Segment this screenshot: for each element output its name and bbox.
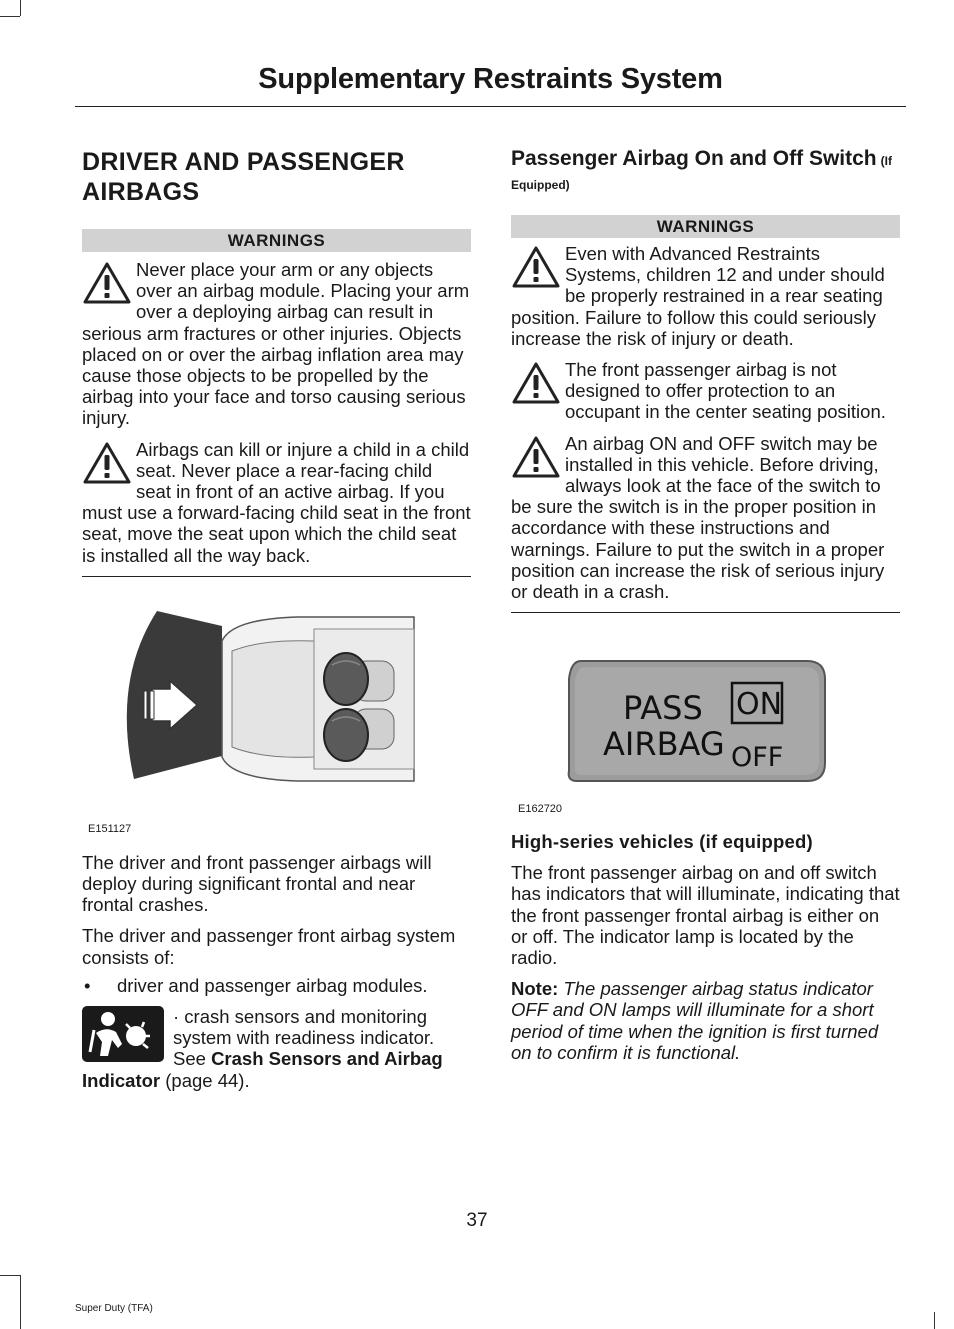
crop-mark — [0, 16, 20, 17]
warning-text: Even with Advanced Restraints Systems, children 12 and under should be properly restrained in a rear seating position. Failure to follow this could seriously increase the risk of injury or death. — [511, 243, 885, 349]
crop-mark — [934, 1312, 935, 1329]
note — [511, 978, 900, 1063]
page-header — [75, 58, 906, 107]
warning-text: An airbag ON and OFF switch may be installed in this vehicle. Before driving, always look at the face of the switch to be sure the switch is in the proper position in accordance with these instructions and warnings. Failure to put the switch in a proper position can increase the risk of serious injury or death in a crash. — [511, 432, 885, 603]
warnings-header: WARNINGS — [511, 215, 900, 238]
page-title: Supplementary Restraints System — [258, 63, 723, 95]
warning-children-restraint — [511, 243, 900, 349]
bullet-mark: • — [84, 974, 91, 996]
airbag-indicator-item — [82, 1006, 471, 1091]
paragraph: The driver and passenger front airbag system consists of: — [82, 925, 456, 968]
note-label: Note: — [511, 978, 559, 1000]
section-title-text: Passenger Airbag On and Off Switch — [511, 147, 877, 170]
passenger-airbag-indicator-illustration — [511, 613, 900, 816]
note-text: The passenger airbag status indicator OFF and ON lamps will illuminate for a short period of time when the ignition is first turned on to confirm it is functional. — [511, 978, 879, 1063]
section-title-airbags: DRIVER AND PASSENGER AIRBAGS — [82, 148, 405, 206]
cross-reference-link[interactable]: Crash Sensors and Airbag Indicator — [82, 1048, 443, 1091]
figure-code: E151127 — [88, 822, 132, 835]
item-text: · crash sensors and monitoring system with readiness indicator. See — [173, 1006, 435, 1070]
divider — [82, 576, 471, 577]
section-title-switch — [511, 148, 900, 196]
list-item — [82, 975, 471, 996]
right-column — [511, 145, 900, 1063]
page-reference: (page 44). — [160, 1069, 250, 1091]
figure-code: E162720 — [518, 803, 563, 816]
warning-arm-objects — [82, 259, 471, 429]
warning-triangle-icon — [511, 245, 561, 289]
warnings-header: WARNINGS — [82, 229, 471, 252]
paragraph: The front passenger airbag on and off switch has indicators that will illuminate, indicating that the front passenger frontal airbag is either on or off. The indicator lamp is located by the radio. — [511, 862, 900, 969]
if-equipped-tag: (If Equipped) — [511, 154, 892, 192]
crop-mark — [20, 1275, 21, 1329]
page-number: 37 — [466, 1210, 488, 1231]
warning-triangle-icon — [82, 261, 132, 305]
airbag-label: AIRBAG — [603, 725, 725, 764]
list-item-text: driver and passenger airbag modules. — [117, 974, 428, 996]
warning-triangle-icon — [511, 435, 561, 479]
warning-text: The front passenger airbag is not designed to offer protection to an occupant in the center seating position. — [565, 359, 886, 423]
warning-text: Never place your arm or any objects over an airbag module. Placing your arm over a deploying airbag can result in serious arm fractures or other injuries. Objects placed on or over the airbag inflation area may cause those objects to be propelled by the airbag into your face and torso causing serious injury. — [82, 259, 470, 429]
airbag-warning-lamp-icon — [82, 1006, 164, 1062]
on-indicator: ON — [736, 687, 783, 723]
crop-mark — [20, 0, 21, 16]
airbag-deployment-illustration — [82, 581, 471, 831]
footer-text: Super Duty (TFA) — [75, 1303, 153, 1314]
left-column — [82, 145, 471, 1091]
warning-child-seat — [82, 439, 471, 566]
warning-center-seat — [511, 359, 900, 423]
off-indicator: OFF — [731, 742, 784, 774]
warning-triangle-icon — [511, 361, 561, 405]
pass-label: PASS — [623, 689, 703, 728]
warning-switch-position — [511, 433, 900, 603]
crop-mark — [0, 1275, 20, 1276]
paragraph: The driver and front passenger airbags will deploy during significant frontal and near frontal crashes. — [82, 851, 432, 916]
warning-text: Airbags can kill or injure a child in a child seat. Never place a rear-facing child seat in front of an active airbag. If you must use a forward-facing child seat in the front seat, move the seat upon which the child seat is installed all the way back. — [82, 438, 471, 566]
subhead-high-series: High-series vehicles (if equipped) — [511, 831, 813, 853]
indicator-panel-shape — [511, 613, 900, 803]
warning-triangle-icon — [82, 441, 132, 485]
